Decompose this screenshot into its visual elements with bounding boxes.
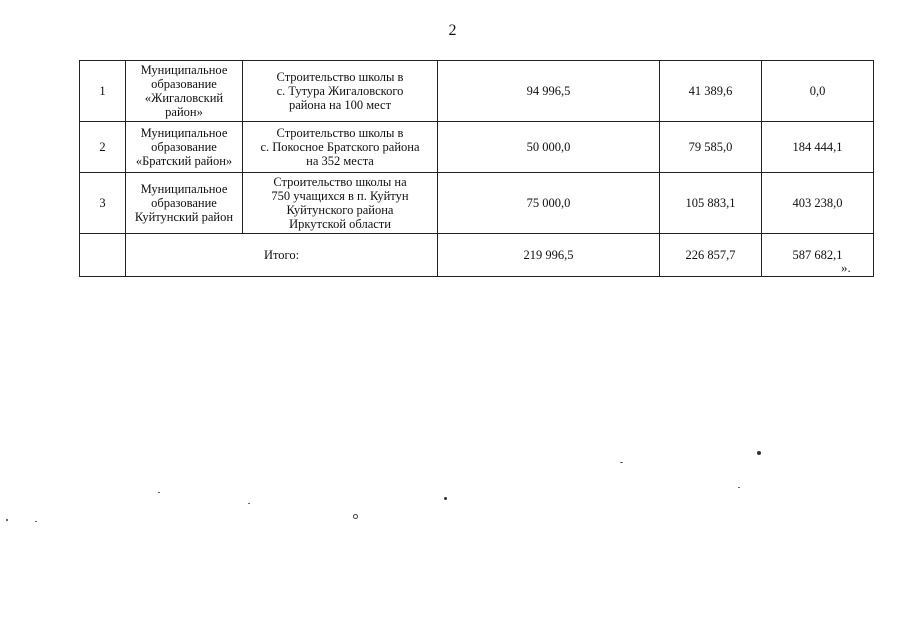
total-label: Итого: (126, 234, 438, 277)
scan-speck (6, 519, 8, 521)
scan-speck (248, 503, 250, 504)
scan-speck (158, 492, 160, 493)
total-value-2: 226 857,7 (660, 234, 762, 277)
value-cell-1: 50 000,0 (438, 122, 660, 173)
page-number: 2 (448, 22, 457, 39)
value-cell-2: 79 585,0 (660, 122, 762, 173)
total-value-1: 219 996,5 (438, 234, 660, 277)
scan-speck (444, 497, 447, 500)
value-cell-3: 184 444,1 (762, 122, 874, 173)
total-row (80, 234, 874, 277)
table-row (80, 122, 874, 173)
financing-table (79, 60, 874, 277)
scan-speck (757, 451, 761, 455)
closing-quote-mark: ». (841, 260, 851, 275)
value-cell-1: 75 000,0 (438, 173, 660, 234)
total-value-3: 587 682,1 (762, 234, 874, 277)
municipality-cell: Муниципальное образование «Жигаловский район» (126, 61, 243, 122)
value-cell-2: 105 883,1 (660, 173, 762, 234)
value-cell-1: 94 996,5 (438, 61, 660, 122)
scan-speck (353, 514, 358, 519)
value-cell-3: 403 238,0 (762, 173, 874, 234)
object-cell: Строительство школы в с. Тутура Жигаловского района на 100 мест (243, 61, 438, 122)
scan-speck (35, 521, 37, 522)
municipality-cell: Муниципальное образование «Братский район» (126, 122, 243, 173)
scan-speck (620, 462, 623, 463)
row-number: 1 (80, 61, 126, 122)
table-row (80, 61, 874, 122)
row-number: 3 (80, 173, 126, 234)
value-cell-2: 41 389,6 (660, 61, 762, 122)
value-cell-3: 0,0 (762, 61, 874, 122)
object-cell: Строительство школы на 750 учащихся в п. Куйтун Куйтунского района Иркутской области (243, 173, 438, 234)
empty-cell (80, 234, 126, 277)
table-row (80, 173, 874, 234)
object-cell: Строительство школы в с. Покосное Братского района на 352 места (243, 122, 438, 173)
scan-speck (738, 487, 740, 488)
municipality-cell: Муниципальное образование Куйтунский район (126, 173, 243, 234)
row-number: 2 (80, 122, 126, 173)
